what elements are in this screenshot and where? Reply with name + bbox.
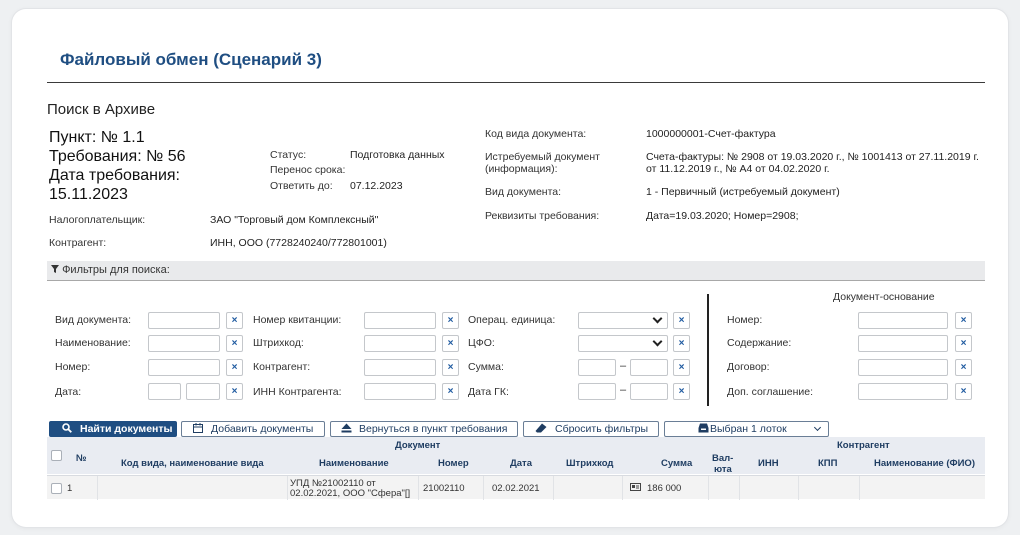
clear-date-button[interactable]: × [226,383,243,400]
col-date[interactable]: Дата [510,458,532,469]
column-separator [97,476,98,500]
doc-kind-input[interactable] [148,312,220,329]
eraser-icon [535,423,547,438]
column-separator [859,476,860,500]
clear-content-button[interactable]: × [955,335,972,352]
doc-kind-value: 1 - Первичный (истребуемый документ) [646,186,840,198]
date-from-input[interactable] [148,383,181,400]
search-icon [62,423,72,438]
column-separator [483,476,484,500]
answer-label: Ответить до: [270,180,333,192]
col-currency-1[interactable]: Вал- [712,453,734,464]
gk-date-from-input[interactable] [578,383,616,400]
filter-label-barcode: Штрихкод: [253,337,304,349]
filters-toggle[interactable] [47,261,985,281]
requested-label-2: (информация): [485,163,558,175]
select-all-checkbox[interactable] [51,450,62,461]
col-barcode[interactable]: Штрихкод [566,458,614,469]
point-number: Пункт: № 1.1 [49,129,145,146]
req-details-label: Реквизиты требования: [485,210,600,222]
clear-supplementary-button[interactable]: × [955,383,972,400]
page-title: Файловый обмен (Сценарий 3) [60,50,322,69]
requirement-number: Требования: № 56 [49,148,186,165]
filter-label-gk-date: Дата ГК: [468,386,509,398]
counterparty-inn-input[interactable] [364,383,436,400]
filter-label-doc-kind: Вид документа: [55,314,132,326]
chevron-down-icon [653,337,663,347]
requested-value-2: от 11.12.2019 г., № А4 от 04.02.2020 г. [646,163,830,175]
tray-icon [698,423,709,438]
kind-code-value: 1000000001-Счет-фактура [646,128,776,140]
row-num: 1 [67,483,73,494]
filters-label: Фильтры для поиска: [62,264,170,276]
filter-label-op-unit: Операц. единица: [468,314,556,326]
sum-from-input[interactable] [578,359,616,376]
status-label: Статус: [270,149,307,161]
col-number[interactable]: Номер [438,458,469,469]
col-kpp[interactable]: КПП [818,458,838,469]
doc-kind-label: Вид документа: [485,186,562,198]
col-num: № [76,453,87,464]
column-separator [622,476,623,500]
taxpayer-label: Налогоплательщик: [49,214,146,226]
add-documents-button[interactable]: Добавить документы [181,421,325,437]
filter-label-counterparty-inn: ИНН Контрагента: [253,386,342,398]
clear-cfo-button[interactable]: × [673,335,690,352]
section-title: Поиск в Архиве [47,101,156,118]
calendar-icon [193,423,203,438]
clear-number-button[interactable]: × [226,359,243,376]
filter-label-basis-number: Номер: [727,314,763,326]
status-value: Подготовка данных [350,149,445,161]
requirement-date-label: Дата требования: [49,167,180,184]
contract-input[interactable] [858,359,948,376]
reset-filters-button[interactable]: Сбросить фильтры [523,421,659,437]
group-header-counterparty: Контрагент [837,440,890,451]
basis-doc-title: Документ-основание [833,291,935,303]
receipt-number-input[interactable] [364,312,436,329]
taxpayer-value: ЗАО "Торговый дом Комплексный" [210,214,379,226]
row-number: 21002110 [423,483,465,494]
clear-sum-button[interactable]: × [673,359,690,376]
column-separator [708,476,709,500]
requirement-date-value: 15.11.2023 [49,186,128,203]
cfo-select[interactable] [578,335,668,352]
col-name[interactable]: Наименование [319,458,389,469]
row-name-line-2: 02.02.2021, ООО "Сфера"[] [290,488,411,499]
answer-value: 07.12.2023 [350,180,403,192]
col-cp-name[interactable]: Наименование (ФИО) [874,458,975,469]
group-header-document: Документ [395,440,441,451]
filter-label-sum: Сумма: [468,361,504,373]
number-input[interactable] [148,359,220,376]
column-separator [739,476,740,500]
name-input[interactable] [148,335,220,352]
content-input[interactable] [858,335,948,352]
clear-barcode-button[interactable]: × [442,335,459,352]
column-separator [553,476,554,500]
col-kind[interactable]: Код вида, наименование вида [121,458,264,469]
table-header [47,437,985,474]
clear-op-unit-button[interactable]: × [673,312,690,329]
filter-label-cfo: ЦФО: [468,337,495,349]
date-to-input[interactable] [186,383,220,400]
clear-receipt-number-button[interactable]: × [442,312,459,329]
filter-label-supplementary: Доп. соглашение: [727,386,814,398]
counterparty-value: ИНН, ООО (7728240240/772801001) [210,237,387,249]
col-inn[interactable]: ИНН [758,458,779,469]
row-checkbox[interactable] [51,483,62,494]
clear-doc-kind-button[interactable]: × [226,312,243,329]
barcode-input[interactable] [364,335,436,352]
card-icon[interactable] [630,483,641,494]
clear-gk-date-button[interactable]: × [673,383,690,400]
filter-label-name: Наименование: [55,337,131,349]
filter-icon [51,265,59,273]
kind-code-label: Код вида документа: [485,128,587,140]
row-date: 02.02.2021 [492,483,540,494]
clear-contract-button[interactable]: × [955,359,972,376]
filter-label-contract: Договор: [727,361,770,373]
eject-icon [341,423,352,438]
filters-divider [707,294,709,406]
column-separator [798,476,799,500]
basis-number-input[interactable] [858,312,948,329]
clear-name-button[interactable]: × [226,335,243,352]
title-divider [47,82,985,83]
filter-label-counterparty: Контрагент: [253,361,311,373]
back-to-requirement-button[interactable]: Вернуться в пункт требования [330,421,518,437]
requested-label-1: Истребуемый документ [485,151,600,163]
col-currency-2[interactable]: юта [714,464,732,475]
op-unit-select[interactable] [578,312,668,329]
clear-basis-number-button[interactable]: × [955,312,972,329]
row-name-line-1: УПД №21002110 от [290,478,376,489]
filter-label-receipt-number: Номер квитанции: [253,314,342,326]
transfer-label: Перенос срока: [270,164,346,176]
col-sum[interactable]: Сумма [661,458,693,469]
gk-date-to-input[interactable] [630,383,668,400]
sum-range-dash: – [620,360,627,372]
column-separator [287,476,288,500]
lot-select[interactable]: Выбран 1 лоток [664,421,829,437]
gk-date-range-dash: – [620,384,627,396]
table-row[interactable] [47,475,985,499]
clear-counterparty-button[interactable]: × [442,359,459,376]
column-separator [418,476,419,500]
sum-to-input[interactable] [630,359,668,376]
supplementary-input[interactable] [858,383,948,400]
filter-label-date: Дата: [55,386,82,398]
counterparty-input[interactable] [364,359,436,376]
chevron-down-icon [653,314,663,324]
counterparty-label: Контрагент: [49,237,107,249]
filter-label-number: Номер: [55,361,91,373]
req-details-value: Дата=19.03.2020; Номер=2908; [646,210,799,222]
row-sum: 186 000 [647,483,682,494]
requested-value-1: Счета-фактуры: № 2908 от 19.03.2020 г., № 1001413 от 27.11.2019 г. [646,151,979,163]
filter-label-content: Содержание: [727,337,792,349]
clear-counterparty-inn-button[interactable]: × [442,383,459,400]
find-documents-button[interactable]: Найти документы [49,421,177,437]
chevron-down-icon [814,424,821,431]
